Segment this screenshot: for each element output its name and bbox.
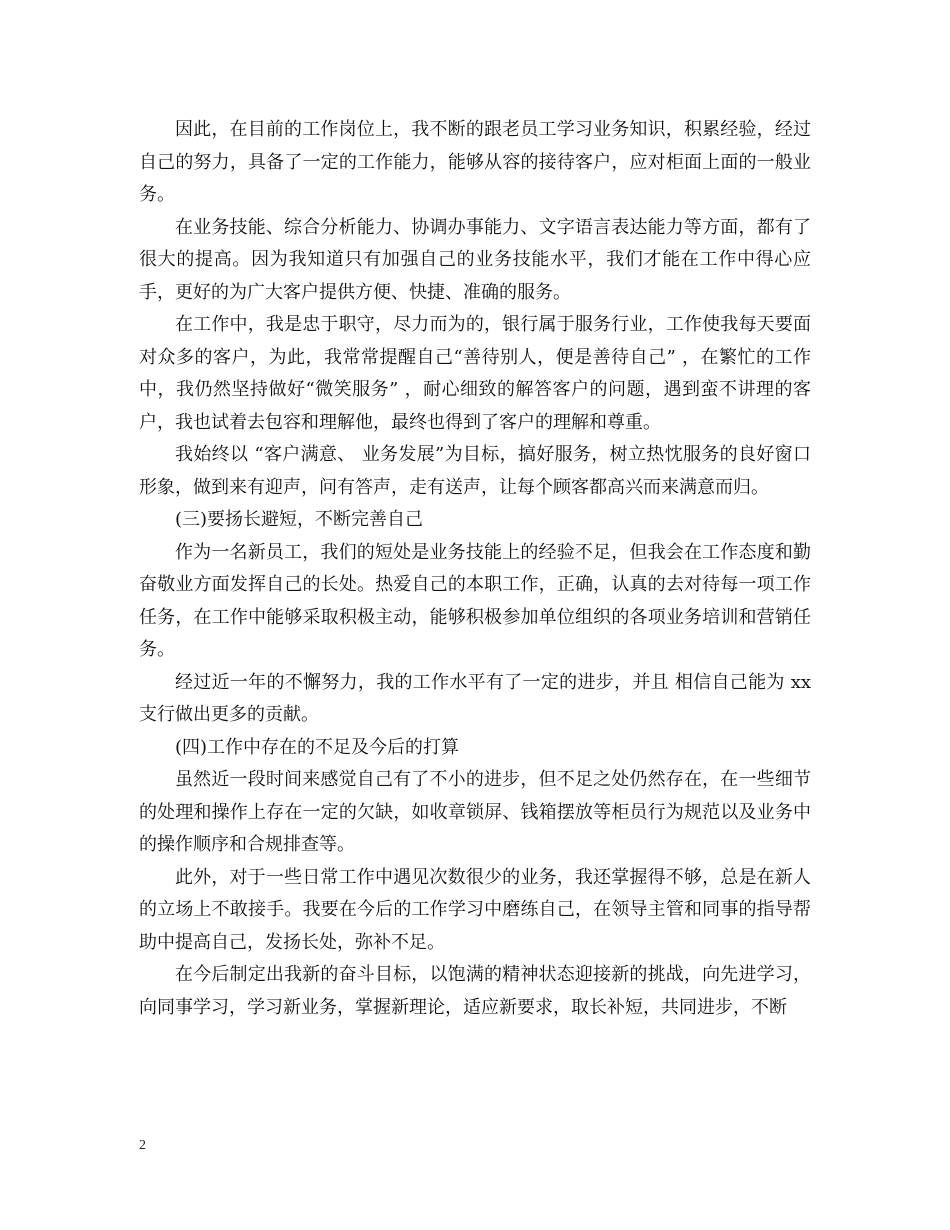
section-heading-3: (三)要扬长避短，不断完善自己 (175, 509, 424, 530)
paragraph-2: 在业务技能、综合分析能力、协调办事能力、文字语言表达能力等方面，都有了很大的提高。因为我知道只有加强自己的业务技能水平，我们才能在工作中得心应手，更好的为广大客户提供方便、快捷、准确的服务。 (139, 216, 811, 303)
paragraph-7: 虽然近一段时间来感觉自己有了不小的进步，但不足之处仍然存在，在一些细节的处理和操作上存在一定的欠缺，如收章锁屏、钱箱摆放等柜员行为规范以及业务中的操作顺序和合规排查等。 (139, 769, 811, 855)
paragraph-9: 在今后制定出我新的奋斗目标，以饱满的精神状态迎接新的挑战，向先进学习，向同事学习，学习新业务，掌握新理论，适应新要求，取长补短，共同进步，不断 (139, 964, 811, 1018)
paragraph-1: 因此，在目前的工作岗位上，我不断的跟老员工学习业务知识，积累经验，经过自己的努力，具备了一定的工作能力，能够从容的接待客户，应对柜面上面的一般业务。 (139, 119, 811, 205)
paragraph-5: 作为一名新员工，我们的短处是业务技能上的经验不足，但我会在工作态度和勤奋敬业方面发挥自己的长处。热爱自己的本职工作，正确，认真的去对待每一项工作任务，在工作中能够采取积极主动，能够积极参加单位组织的各项业务培训和营销任务。 (139, 541, 811, 660)
document-body (139, 114, 811, 1024)
paragraph-8: 此外，对于一些日常工作中遇见次数很少的业务，我还掌握得不够，总是在新人的立场上不敢接手。我要在今后的工作学习中磨练自己，在领导主管和同事的指导帮助中提高自己，发扬长处，弥补不足。 (139, 866, 811, 953)
page-number: 2 (139, 1138, 146, 1153)
paragraph-4: 我始终以 “客户满意、 业务发展”为目标，搞好服务，树立热忱服务的良好窗口形象，做到来有迎声，问有答声，走有送声，让每个顾客都高兴而来满意而归。 (139, 444, 811, 498)
paragraph-6: 经过近一年的不懈努力，我的工作水平有了一定的进步，并且 相信自己能为 xx 支行做出更多的贡献。 (139, 671, 811, 725)
paragraph-3: 在工作中，我是忠于职守，尽力而为的，银行属于服务行业，工作使我每天要面对众多的客户，为此，我常常提醒自己“善待别人，便是善待自己” ，在繁忙的工作中，我仍然坚持做好“微笑服务” ，耐心细致的解答客户的问题，遇到蛮不讲理的客户，我也试着去包容和理解他，最终也得到了客户的理解和尊重。 (139, 314, 811, 433)
section-heading-4: (四)工作中存在的不足及今后的打算 (175, 736, 460, 758)
